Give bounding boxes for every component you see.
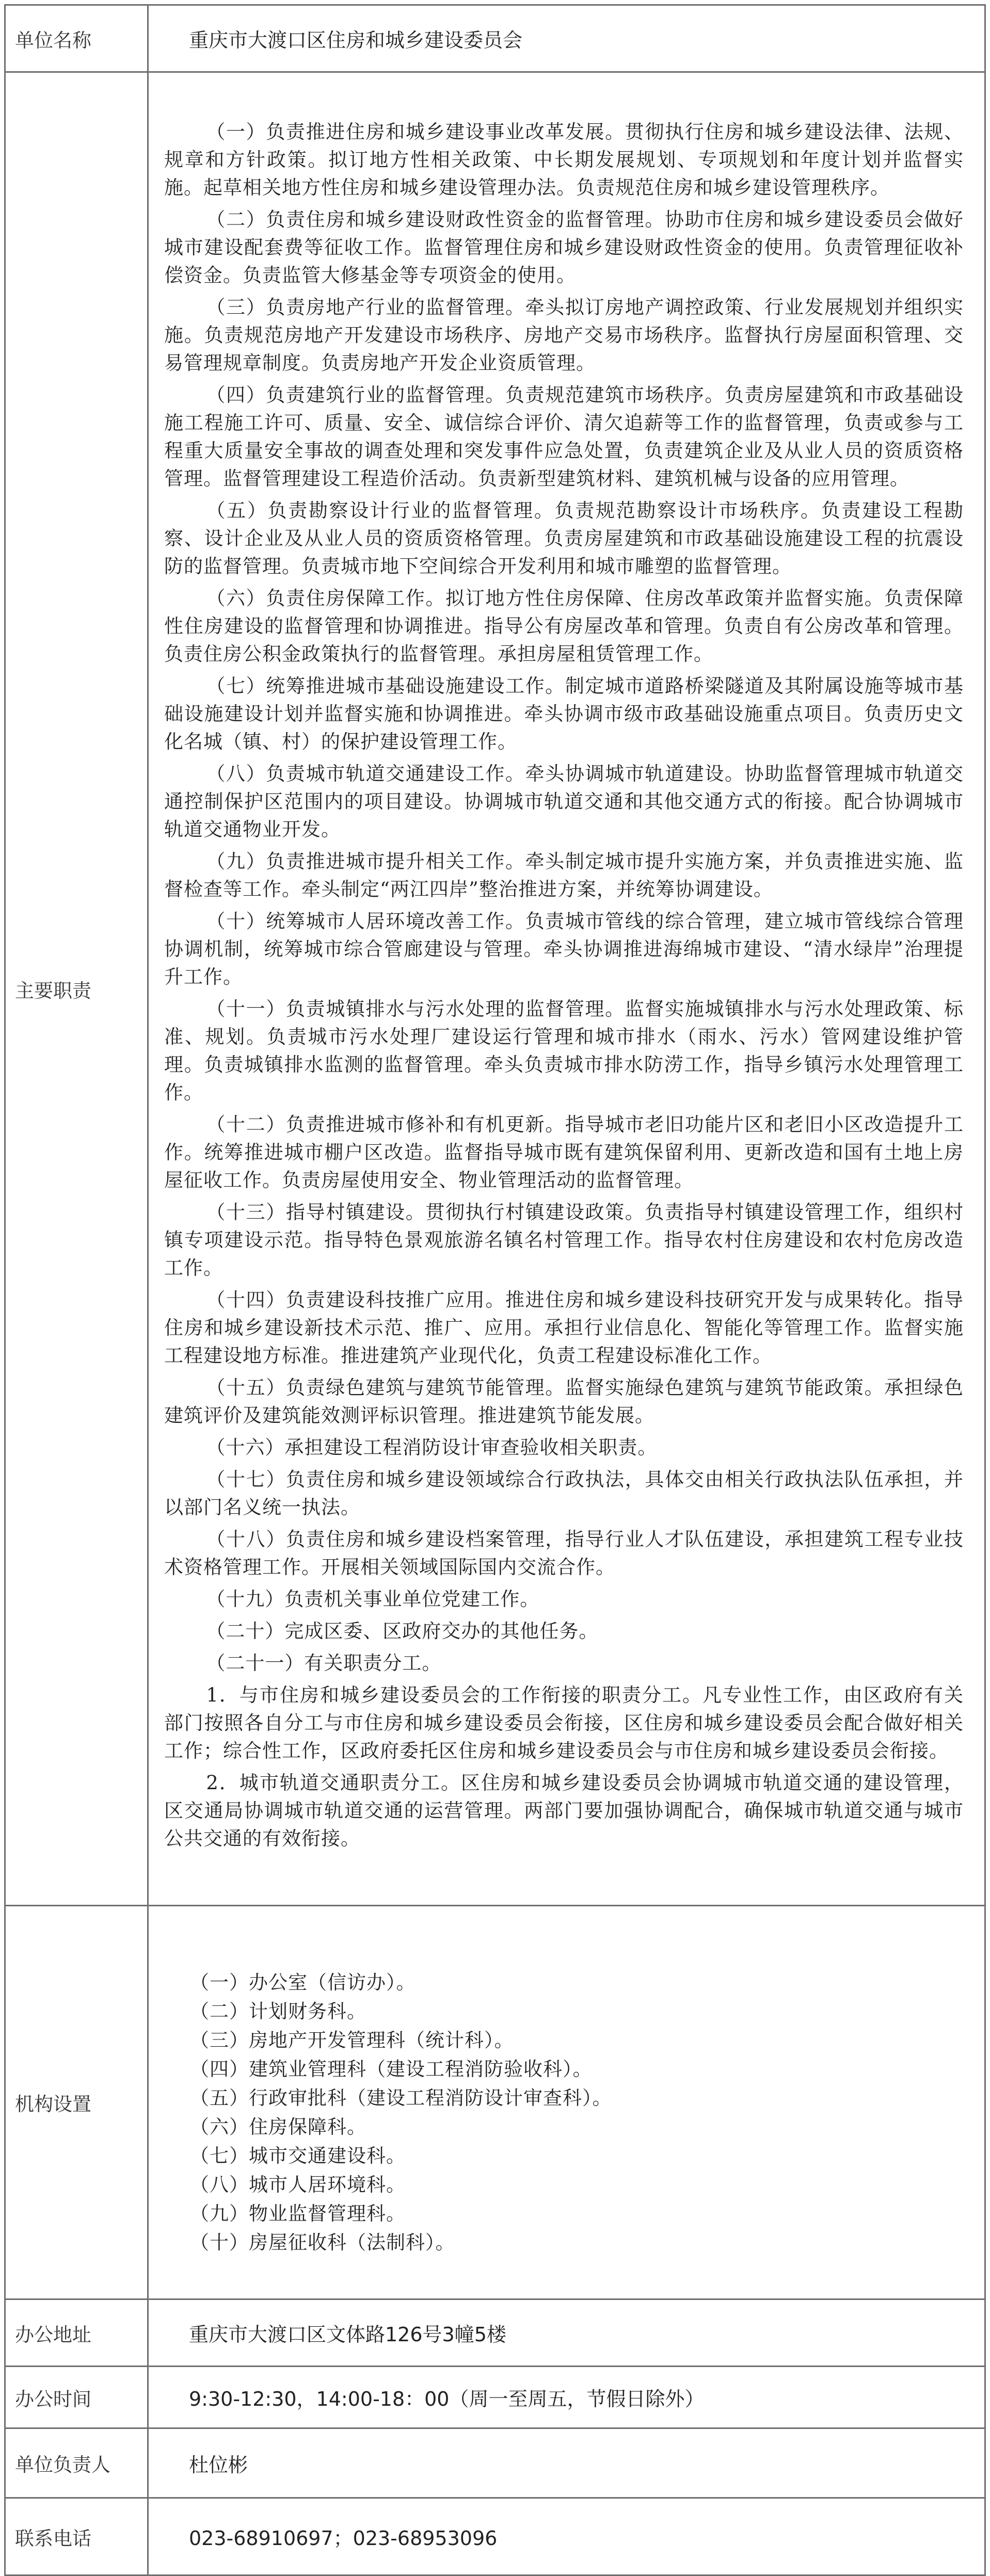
duty-paragraph: （八）负责城市轨道交通建设工作。牵头协调城市轨道建设。协助监督管理城市轨道交通控制保护区范围内的项目建设。协调城市轨道交通和其他交通方式的衔接。配合协调城市轨道交通物业开发。 [164, 762, 964, 840]
phone-label: 联系电话 [5, 2498, 148, 2575]
duty-paragraph: （十八）负责住房和城乡建设档案管理，指导行业人才队伍建设，承担建筑工程专业技术资格管理工作。开展相关领域国际国内交流合作。 [164, 1528, 964, 1578]
address-value: 重庆市大渡口区文体路126号3幢5楼 [148, 2299, 985, 2367]
duty-paragraph: （二十）完成区委、区政府交办的其他任务。 [206, 1619, 599, 1642]
org-item: （四）建筑业管理科（建设工程消防验收科）。 [190, 2058, 593, 2080]
duty-paragraph: （十二）负责推进城市修补和有机更新。指导城市老旧功能片区和老旧小区改造提升工作。统筹推进城市棚户区改造。监督指导城市既有建筑保留利用、更新改造和国有土地上房屋征收工作。负责房屋使用安全、物业管理活动的监督管理。 [164, 1113, 964, 1191]
duty-paragraph: （十六）承担建设工程消防设计审查验收相关职责。 [206, 1436, 658, 1459]
row-unit-name [5, 5, 985, 72]
duty-paragraph: （十五）负责绿色建筑与建筑节能管理。监督实施绿色建筑与建筑节能政策。承担绿色建筑评价及建筑能效测评标识管理。推进建筑节能发展。 [164, 1376, 964, 1427]
duty-paragraph: （十）统筹城市人居环境改善工作。负责城市管线的综合管理，建立城市管线综合管理协调机制，统筹城市综合管廊建设与管理。牵头协调推进海绵城市建设、“清水绿岸”治理提升工作。 [164, 910, 964, 988]
head-label: 单位负责人 [5, 2428, 148, 2498]
row-hours [5, 2367, 985, 2428]
org-item: （三）房地产开发管理科（统计科）。 [190, 2029, 514, 2051]
duty-paragraph: （七）统筹推进城市基础设施建设工作。制定城市道路桥梁隧道及其附属设施等城市基础设施建设计划并监督实施和协调推进。牵头协调市级市政基础设施重点项目。负责历史文化名城（镇、村）的保护建设管理工作。 [164, 674, 964, 753]
org-content [148, 1906, 985, 2299]
unit-name-value: 重庆市大渡口区住房和城乡建设委员会 [148, 5, 985, 72]
duty-paragraph: （九）负责推进城市提升相关工作。牵头制定城市提升实施方案，并负责推进实施、监督检查等工作。牵头制定“两江四岸”整治推进方案，并统筹协调建设。 [164, 850, 964, 900]
address-label: 办公地址 [5, 2299, 148, 2367]
row-org [5, 1906, 985, 2299]
org-list [190, 1968, 969, 2257]
row-phone [5, 2498, 985, 2575]
row-head [5, 2428, 985, 2498]
duty-paragraph: （五）负责勘察设计行业的监督管理。负责规范勘察设计市场秩序。负责建设工程勘察、设计企业及从业人员的资质资格管理。负责房屋建筑和市政基础设施建设工程的抗震设防的监督管理。负责城市地下空间综合开发利用和城市雕塑的监督管理。 [164, 499, 964, 577]
duty-paragraph: （二十一）有关职责分工。 [206, 1651, 442, 1674]
unit-name-label: 单位名称 [5, 5, 148, 72]
duty-paragraph: （一）负责推进住房和城乡建设事业改革发展。贯彻执行住房和城乡建设法律、法规、规章和方针政策。拟订地方性相关政策、中长期发展规划、专项规划和年度计划并监督实施。起草相关地方性住房和城乡建设管理办法。负责规范住房和城乡建设管理秩序。 [164, 120, 964, 199]
duty-paragraph: （十四）负责建设科技推广应用。推进住房和城乡建设科技研究开发与成果转化。指导住房和城乡建设新技术示范、推广、应用。承担行业信息化、智能化等管理工作。监督实施工程建设地方标准。推进建筑产业现代化，负责工程建设标准化工作。 [164, 1288, 964, 1367]
duty-paragraph: （三）负责房地产行业的监督管理。牵头拟订房地产调控政策、行业发展规划并组织实施。负责规范房地产开发建设市场秩序、房地产交易市场秩序。监督执行房屋面积管理、交易管理规章制度。负责房地产开发企业资质管理。 [164, 296, 964, 374]
duty-paragraph: （十七）负责住房和城乡建设领域综合行政执法，具体交由相关行政执法队伍承担，并以部门名义统一执法。 [164, 1468, 964, 1518]
duty-paragraph: （四）负责建筑行业的监督管理。负责规范建筑市场秩序。负责房屋建筑和市政基础设施工程施工许可、质量、安全、诚信综合评价、清欠追薪等工作的监督管理，负责或参与工程重大质量安全事故的调查处理和突发事件应急处置，负责建筑企业及从业人员的资质资格管理。监督管理建设工程造价活动。负责新型建筑材料、建筑机械与设备的应用管理。 [164, 383, 964, 490]
row-duties [5, 72, 985, 1906]
phone-value: 023-68910697；023-68953096 [148, 2498, 985, 2575]
row-address [5, 2299, 985, 2367]
org-item: （一）办公室（信访办）。 [190, 1971, 416, 1994]
org-item: （七）城市交通建设科。 [190, 2145, 406, 2167]
org-item: （八）城市人居环境科。 [190, 2174, 406, 2196]
duty-paragraph: （六）负责住房保障工作。拟订地方性住房保障、住房改革政策并监督实施。负责保障性住房建设的监督管理和协调推进。指导公有房屋改革和管理。负责自有公房改革和管理。负责住房公积金政策执行的监督管理。承担房屋租赁管理工作。 [164, 587, 964, 665]
org-item: （五）行政审批科（建设工程消防设计审查科）。 [190, 2087, 612, 2109]
org-item: （十）房屋征收科（法制科）。 [190, 2231, 455, 2254]
duties-content [148, 72, 985, 1906]
org-item: （六）住房保障科。 [190, 2116, 366, 2138]
duty-paragraph: （二）负责住房和城乡建设财政性资金的监督管理。协助市住房和城乡建设委员会做好城市建设配套费等征收工作。监督管理住房和城乡建设财政性资金的使用。负责管理征收补偿资金。负责监管大修基金等专项资金的使用。 [164, 208, 964, 286]
org-item: （二）计划财务科。 [190, 2000, 366, 2022]
hours-label: 办公时间 [5, 2367, 148, 2428]
unit-info-table [4, 4, 986, 2576]
hours-value: 9:30-12:30，14:00-18：00（周一至周五，节假日除外） [148, 2367, 985, 2428]
duty-paragraph: （十三）指导村镇建设。贯彻执行村镇建设政策。负责指导村镇建设管理工作，组织村镇专项建设示范。指导特色景观旅游名镇名村管理工作。指导农村住房建设和农村危房改造工作。 [164, 1201, 964, 1279]
duty-paragraph: 1．与市住房和城乡建设委员会的工作衔接的职责分工。凡专业性工作，由区政府有关部门按照各自分工与市住房和城乡建设委员会衔接，区住房和城乡建设委员会配合做好相关工作；综合性工作，区政府委托区住房和城乡建设委员会与市住房和城乡建设委员会衔接。 [164, 1683, 964, 1762]
org-label: 机构设置 [5, 1906, 148, 2299]
org-item: （九）物业监督管理科。 [190, 2202, 406, 2225]
duty-paragraph: （十九）负责机关事业单位党建工作。 [206, 1587, 540, 1610]
duty-paragraph: （十一）负责城镇排水与污水处理的监督管理。监督实施城镇排水与污水处理政策、标准、规划。负责城市污水处理厂建设运行管理和城市排水（雨水、污水）管网建设维护管理。负责城镇排水监测的监督管理。牵头负责城市排水防涝工作，指导乡镇污水处理管理工作。 [164, 997, 964, 1104]
duties-label: 主要职责 [5, 72, 148, 1906]
duty-paragraph: 2．城市轨道交通职责分工。区住房和城乡建设委员会协调城市轨道交通的建设管理，区交通局协调城市轨道交通的运营管理。两部门要加强协调配合，确保城市轨道交通与城市公共交通的有效衔接。 [164, 1771, 964, 1850]
head-value: 杜位彬 [148, 2428, 985, 2498]
duties-list [164, 118, 964, 1853]
